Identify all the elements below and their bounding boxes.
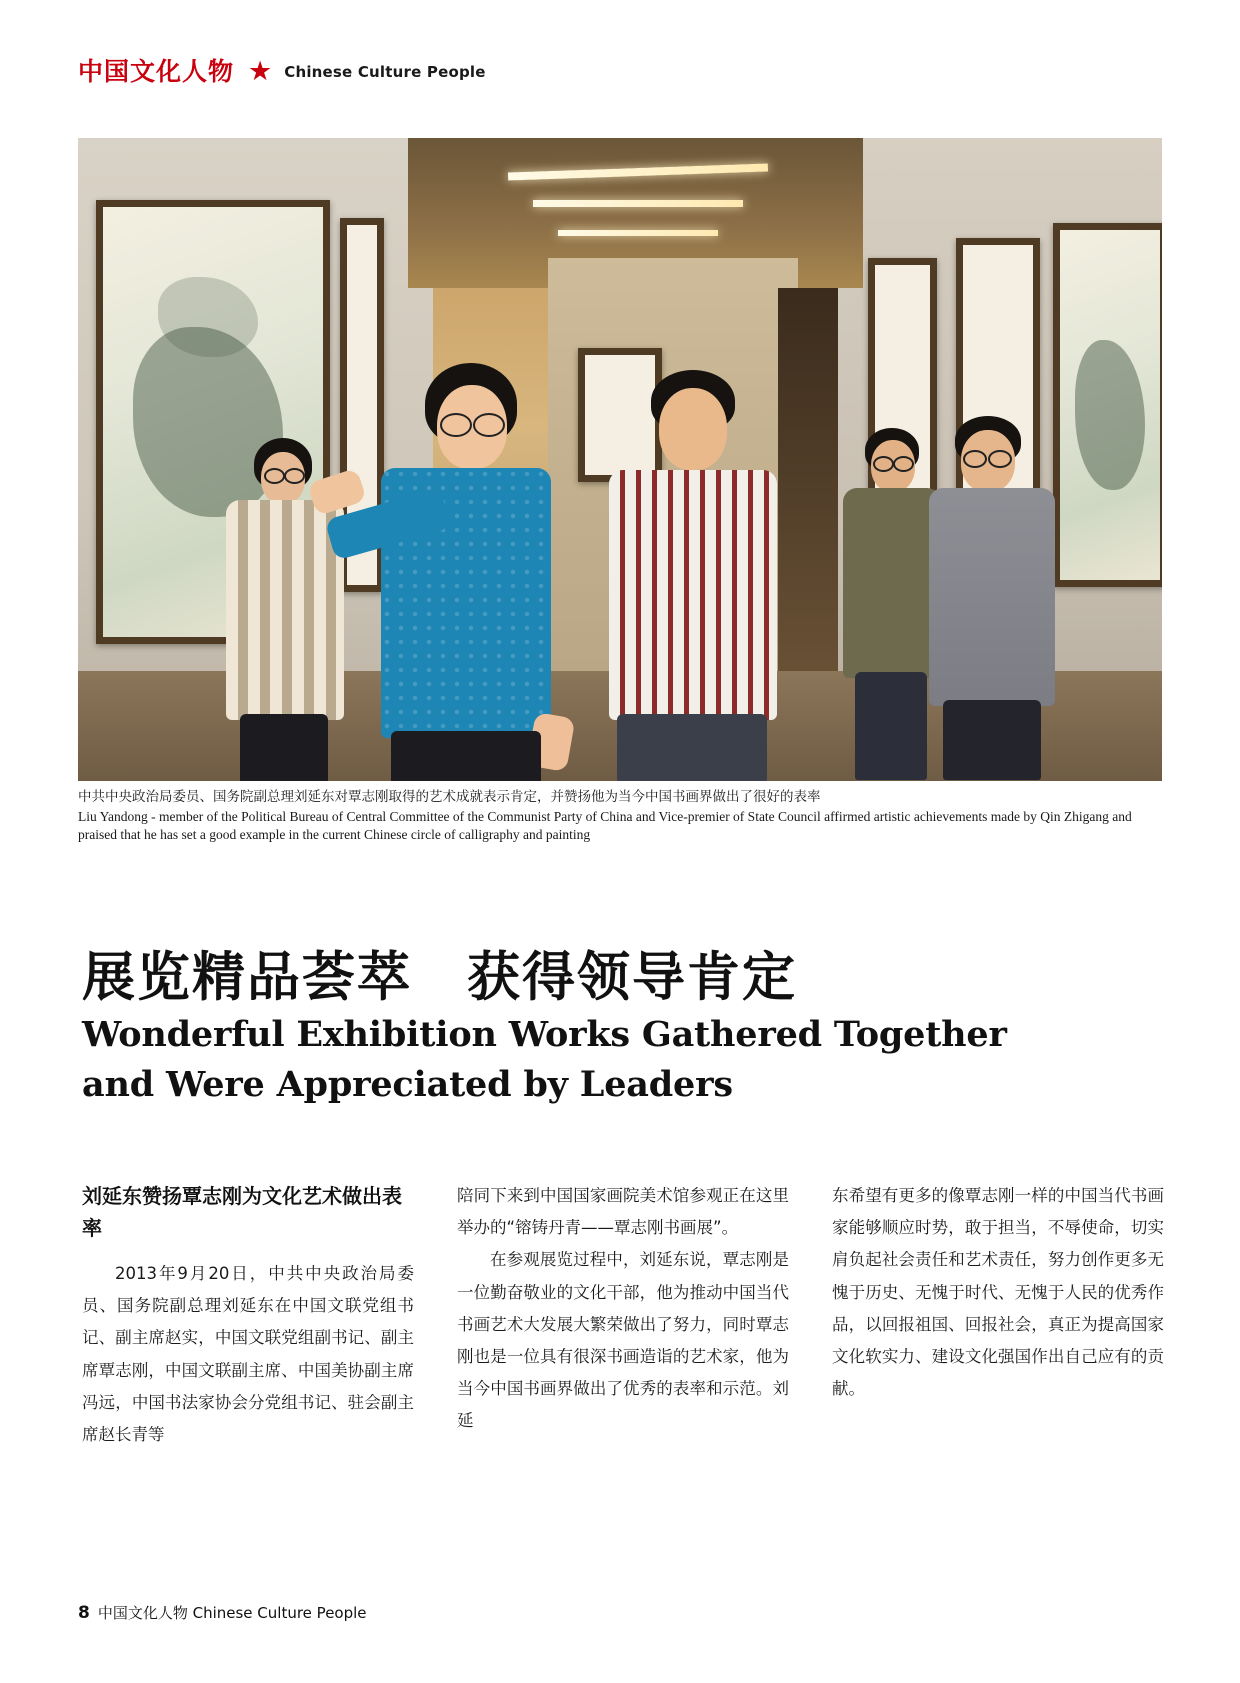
article-column-3 [832, 1180, 1164, 1451]
head [659, 388, 727, 470]
legs [943, 700, 1041, 780]
glasses-icon [264, 468, 285, 484]
legs [240, 714, 328, 781]
glasses-icon [284, 468, 305, 484]
glasses-icon [963, 450, 987, 468]
glasses-icon [893, 456, 914, 472]
article-paragraph: 陪同下来到中国国家画院美术馆参观正在这里举办的“镕铸丹青——覃志刚书画展”。 [457, 1186, 789, 1238]
masthead [78, 58, 486, 85]
article-paragraph: 东希望有更多的像覃志刚一样的中国当代书画家能够顺应时势，敢于担当，不辱使命，切实肩负起社会责任和艺术责任，努力创作更多无愧于历史、无愧于时代、无愧于人民的优秀作品，以回报祖国、回报社会，真正为提高国家文化软实力、建设文化强国作出自己应有的贡献。 [832, 1186, 1164, 1399]
painting-art [1060, 230, 1160, 580]
person-figure-liu-yandong [333, 363, 583, 781]
page-footer [78, 1602, 367, 1623]
ceiling-light-strip [558, 230, 718, 236]
person-figure-qin-zhigang [583, 370, 803, 781]
glasses-icon [440, 413, 472, 437]
article-paragraph: 在参观展览过程中，刘延东说，覃志刚是一位勤奋敬业的文化干部，他为推动中国当代书画艺术大发展大繁荣做出了努力，同时覃志刚也是一位具有很深书画造诣的艺术家，他为当今中国书画界做出了优秀的表率和示范。刘延 [457, 1250, 789, 1431]
page-title-en: Wonderful Exhibition Works Gathered Together and Were Appreciated by Leaders [82, 1014, 1007, 1105]
star-icon: ★ [248, 56, 273, 86]
legs [855, 672, 927, 780]
caption-chinese: 中共中央政治局委员、国务院副总理刘延东对覃志刚取得的艺术成就表示肯定，并赞扬他为当今中国书画界做出了很好的表率 [78, 789, 821, 805]
ink-shape [1075, 340, 1145, 490]
ceiling-light-strip [533, 200, 743, 207]
masthead-title-cn: 中国文化人物 [78, 57, 235, 86]
article-paragraph: 2013年9月20日，中共中央政治局委员、国务院副总理刘延东在中国文联党组书记、副主席赵实，中国文联党组副书记、副主席覃志刚，中国文联副主席、中国美协副主席冯远，中国书法家协会分党组书记、驻会副主席赵长青等 [82, 1264, 414, 1444]
torso [226, 500, 344, 720]
exhibition-photo [78, 138, 1162, 781]
glasses-icon [473, 413, 505, 437]
caption-english: Liu Yandong - member of the Political Bureau of Central Committee of the Communist Party of China and Vice-premier of State Council affirmed artistic achievements made by Qin Zhigang and praised that he has set a good example in the current Chinese circle of calligraphy and painting [78, 809, 1132, 843]
photo-scene [78, 138, 1162, 781]
glasses-icon [873, 456, 894, 472]
page-number: 8 [78, 1603, 90, 1623]
torso-grey-shirt [929, 488, 1055, 706]
article-column-1 [82, 1180, 414, 1451]
person-figure [923, 416, 1063, 781]
footer-publication-name: 中国文化人物 Chinese Culture People [97, 1604, 367, 1622]
legs [617, 714, 767, 781]
ink-shape [158, 277, 258, 357]
framed-painting [1053, 223, 1162, 587]
article-columns [82, 1180, 1164, 1451]
article-subhead: 刘延东赞扬覃志刚为文化艺术做出表率 [82, 1184, 402, 1240]
torso-checked-shirt [609, 470, 777, 720]
photo-caption [78, 788, 1162, 845]
legs [391, 731, 541, 781]
glasses-icon [988, 450, 1012, 468]
article-column-2 [457, 1180, 789, 1451]
masthead-title-en: Chinese Culture People [284, 62, 486, 81]
page-title-cn: 展览精品荟萃 获得领导肯定 [82, 946, 797, 1008]
